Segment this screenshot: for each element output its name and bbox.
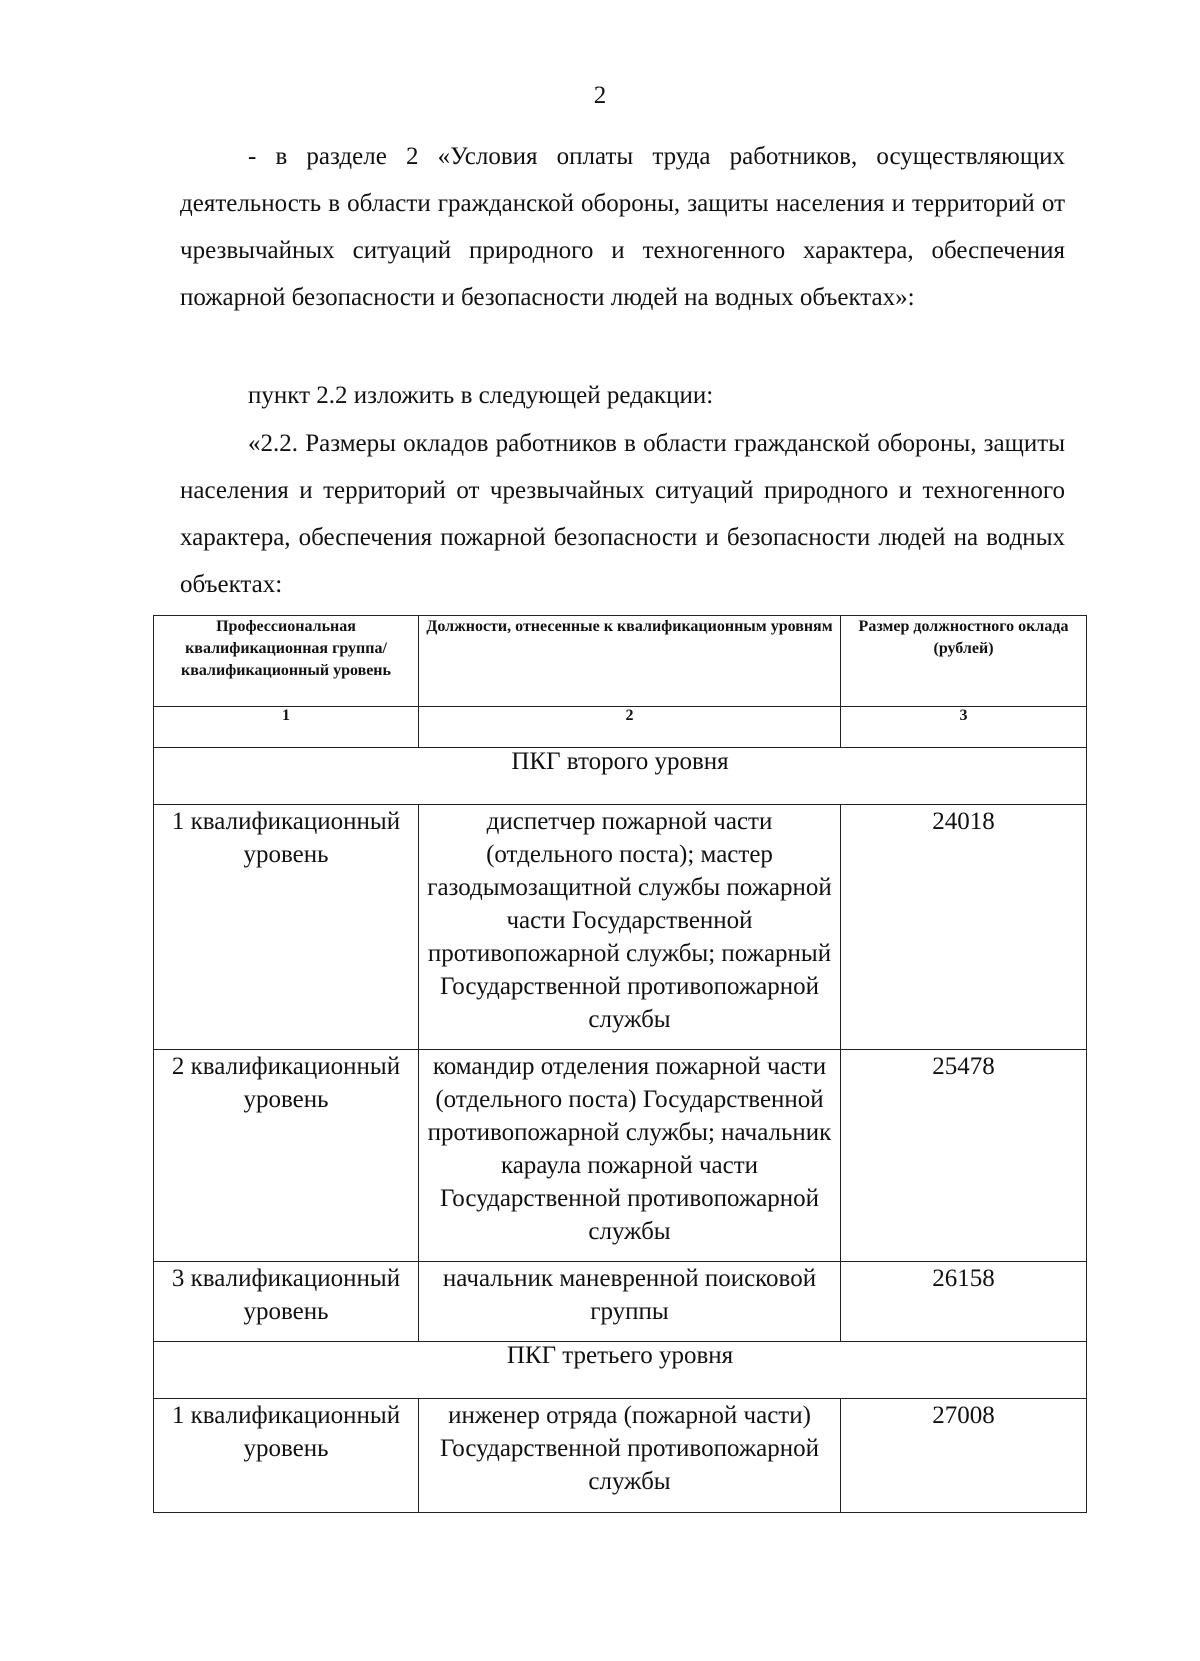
salary-cell: 25478 [841,1050,1087,1262]
header-positions: Должности, отнесенные к квалификационным уровням [419,616,841,707]
level-cell: 1 квалификационный уровень [154,805,419,1050]
column-number: 2 [419,707,841,748]
header-group-level: Профессиональная квалификационная группа/ квалификационный уровень [154,616,419,707]
paragraph-section-2: - в разделе 2 «Условия оплаты труда работников, осуществляющих деятельность в области гражданской обороны, защиты населения и территорий от чрезвычайных ситуаций природного и техногенного характера, обеспечения пожарной безопасности и безопасности людей на водных объектах»: [180,143,1065,311]
column-number-row [154,707,1087,748]
positions-cell: командир отделения пожарной части (отдельного поста) Государственной противопожарной службы; начальник караула пожарной части Государственной противопожарной службы [419,1050,841,1262]
paragraph-salary-intro: «2.2. Размеры окладов работников в области гражданской обороны, защиты населения и территорий от чрезвычайных ситуаций природного и техногенного характера, обеспечения пожарной безопасности и безопасности людей на водных объектах: [180,430,1065,598]
table-header-row [154,616,1087,707]
salary-cell: 26158 [841,1262,1087,1342]
group-title: ПКГ третьего уровня [154,1342,1087,1399]
level-cell: 1 квалификационный уровень [154,1399,419,1513]
paragraph-point-2-2: пункт 2.2 изложить в следующей редакции: [248,382,714,409]
table-row [154,1262,1087,1342]
column-number: 1 [154,707,419,748]
group-row [154,1342,1087,1399]
group-title: ПКГ второго уровня [154,748,1087,805]
group-row [154,748,1087,805]
salary-cell: 24018 [841,805,1087,1050]
page-number: 2 [593,82,607,109]
positions-cell: начальник маневренной поисковой группы [419,1262,841,1342]
level-cell: 3 квалификационный уровень [154,1262,419,1342]
salary-table [153,615,1087,1513]
table-row [154,1399,1087,1513]
positions-cell: диспетчер пожарной части (отдельного поста); мастер газодымозащитной службы пожарной части Государственной противопожарной службы; пожарный Государственной противопожарной службы [419,805,841,1050]
header-salary: Размер должностного оклада (рублей) [841,616,1087,707]
column-number: 3 [841,707,1087,748]
positions-cell: инженер отряда (пожарной части) Государственной противопожарной службы [419,1399,841,1513]
table-row [154,805,1087,1050]
table-row [154,1050,1087,1262]
level-cell: 2 квалификационный уровень [154,1050,419,1262]
salary-cell: 27008 [841,1399,1087,1513]
